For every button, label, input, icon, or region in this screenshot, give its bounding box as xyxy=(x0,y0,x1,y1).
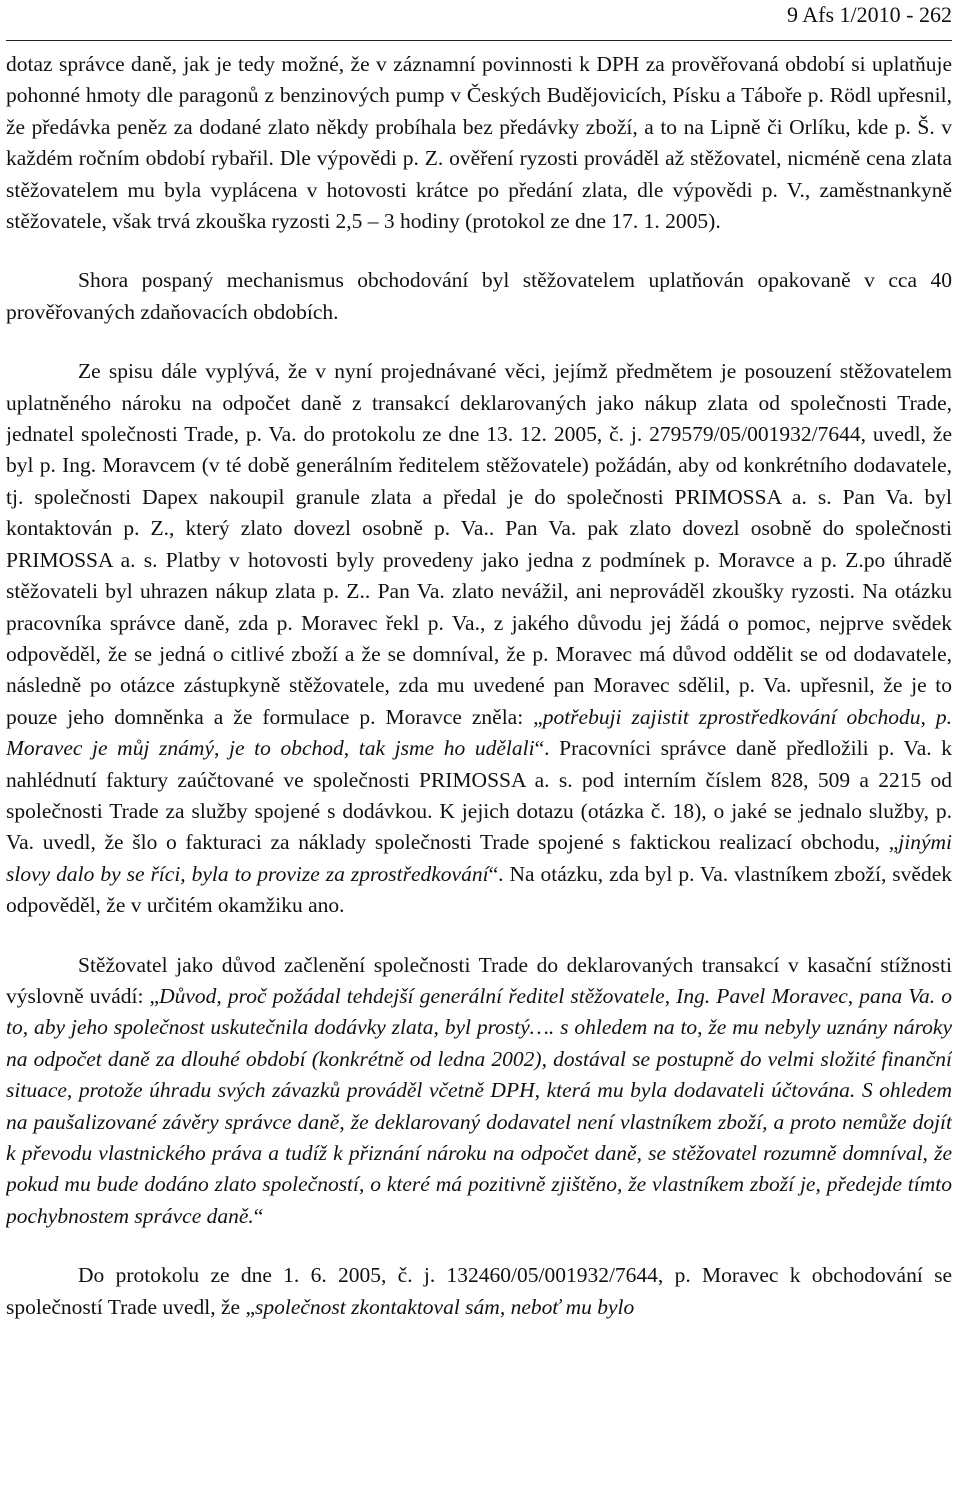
paragraph-text: Do protokolu ze dne 1. 6. 2005, č. j. 132460/05/001932/7644, p. Moravec k obchodování se společností Trade uvedl, že „ xyxy=(6,1263,952,1319)
paragraph-text: Shora pospaný mechanismus obchodování byl stěžovatelem uplatňován opakovaně v cca 40 prověřovaných zdaňovacích obdobích. xyxy=(6,268,952,324)
paragraph xyxy=(6,1260,952,1323)
paragraph-text: Stěžovatel jako důvod začlenění společnosti Trade do deklarovaných transakcí v kasační stížnosti výslovně uvádí: „ xyxy=(6,952,952,1008)
paragraph-text: dotaz správce daně, jak je tedy možné, že v záznamní povinnosti k DPH za prověřovaná období si uplatňuje pohonné hmoty dle paragonů z benzinových pump v Českých Budějovicích, Písku a Táboře p. Rödl upřesnil, že předávka peněz za dodané zlato někdy probíhala bez předávky zboží, a to na Lipně či Orlíku, kde p. Š. v každém ročním období rybařil. Dle výpovědi p. Z. ověření ryzosti prováděl až stěžovatel, nicméně cena zlata stěžovatelem mu byla vyplácena v hotovosti krátce po předání zlata, dle výpovědi p. V., zaměstnankyně stěžovatele, však trvá zkouška ryzosti 2,5 – 3 hodiny (protokol ze dne 17. 1. 2005). xyxy=(6,52,952,234)
paragraph-text: Ze spisu dále vyplývá, že v nyní projednávané věci, jejímž předmětem je posouzení stěžovatelem uplatněného nároku na odpočet daně z transakcí deklarovaných jako nákup zlata od společnosti Trade, jednatel společnosti Trade, p. Va. do protokolu ze dne 13. 12. 2005, č. j. 279579/05/001932/7644, uvedl, že byl p. Ing. Moravcem (v té době generálním ředitelem stěžovatele) požádán, aby od konkrétního dodavatele, tj. společnosti Dapex nakoupil granule zlata a předal je do společnosti PRIMOSSA a. s. Pan Va. byl kontaktován p. Z., který zlato dovezl osobně p. Va.. Pan Va. pak zlato dovezl osobně do společnosti PRIMOSSA a. s. Platby v hotovosti byly provedeny jako jedna z podmínek p. Moravce a p. Z.po úhradě stěžovateli byl uhrazen nákup zlata p. Z.. Pan Va. zlato nevážil, ani neprováděl zkoušky ryzosti. Na otázku pracovníka správce daně, zda p. Moravec řekl p. Va., z jakého důvodu jej žádá o pomoc, nejprve svědek odpověděl, že se jedná o citlivé zboží a že se domníval, že p. Moravec má důvod oddělit se od dodavatele, následně po otázce zástupkyně stěžovatele, zda mu uvedené pan Moravec sdělil, p. Va. upřesnil, že je to pouze jeho domněnka a že formulace p. Moravce zněla: „ xyxy=(6,359,952,729)
paragraph-text: “. Na otázku, zda byl p. Va. vlastníkem zboží, svědek odpověděl, že v určitém okamžiku ano. xyxy=(6,861,952,918)
paragraph xyxy=(6,49,952,237)
paragraph xyxy=(6,950,952,1233)
header-divider xyxy=(6,40,952,41)
paragraph-text: “ xyxy=(253,1203,264,1228)
italic-quote-text: potřebuji zajistit zprostředkování obchodu, p. Moravec je můj známý, je to obchod, tak jsme ho udělali xyxy=(6,704,952,761)
italic-quote-text: společnost zkontaktoval sám, neboť mu bylo xyxy=(255,1294,635,1319)
case-number-header: 9 Afs 1/2010 - 262 xyxy=(787,2,952,27)
italic-quote-text: Důvod, proč požádal tehdejší generální ředitel stěžovatele, Ing. Pavel Moravec, pana Va. o to, aby jeho společnost uskutečnila dodávky zlata, byl prostý…. s ohledem na to, že mu nebyly uznány nároky na odpočet daně za dlouhé období (konkrétně od ledna 2002), dostával se postupně do velmi složité finanční situace, protože úhradu svých závazků prováděl včetně DPH, která mu byla dodavateli účtována. S ohledem na paušalizované závěry správce daně, že deklarovaný dodavatel není vlastníkem zboží, a proto nemůže dojít k převodu vlastnického práva a tudíž k přiznání nároku na odpočet daně, se stěžovatel rozumně domníval, že pokud mu bude dodáno zlato společností, o které má pozitivně zjištěno, že vlastníkem zboží je, předejde tímto pochybnostem správce daně. xyxy=(6,983,952,1228)
paragraph xyxy=(6,356,952,921)
paragraph-text: “. Pracovníci správce daně předložili p. Va. k nahlédnutí faktury zaúčtované ve společnosti PRIMOSSA a. s. pod interním číslem 828, 509 a 2215 od společnosti Trade za služby spojené s dodávkou. K jejich dotazu (otázka č. 18), o jaké se jednalo služby, p. Va. uvedl, že šlo o fakturaci za náklady společnosti Trade spojené s faktickou realizací obchodu, „ xyxy=(6,736,952,855)
document-page xyxy=(6,0,952,1510)
italic-quote-text: jinými slovy dalo by se říci, byla to provize za zprostředkování xyxy=(6,830,952,886)
paragraph xyxy=(6,265,952,328)
document-body xyxy=(6,49,952,1323)
